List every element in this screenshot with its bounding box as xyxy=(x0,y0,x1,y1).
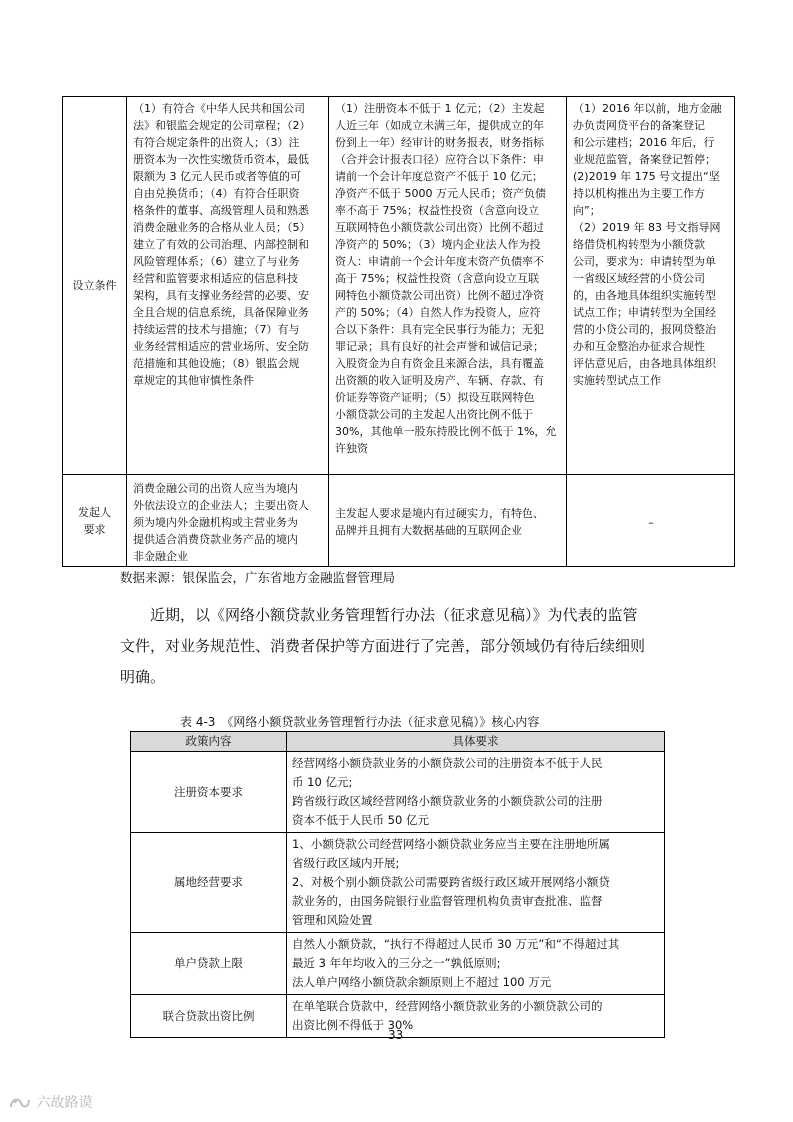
table-row xyxy=(63,97,735,475)
policy-item: 注册资本要求 xyxy=(131,752,287,833)
requirement-cell xyxy=(287,995,665,1038)
body-paragraph xyxy=(120,600,680,693)
text-line: 资人：申请前一个会计年度末资产负债率不 xyxy=(335,255,544,268)
text-line: 法》和银监会规定的公司章程；（2） xyxy=(133,119,311,132)
policy-item: 联合贷款出资比例 xyxy=(131,995,287,1038)
text-line: 业务经营相适应的营业场所、安全防 xyxy=(133,340,309,353)
text-line: 公司，要求为：申请转型为单 xyxy=(573,255,716,268)
text-line: 外依法设立的企业法人；主要出资人 xyxy=(133,498,309,512)
text-line: 的，由各地具体组织实施转型 xyxy=(573,289,716,302)
text-line: 消费金融公司的出资人应当为境内 xyxy=(133,481,298,495)
watermark-logo-icon xyxy=(8,1095,32,1111)
text-line: 办负责网贷平台的备案登记 xyxy=(573,119,705,132)
text-line: （合并会计报表口径）应符合以下条件：申 xyxy=(335,153,544,166)
requirement-cell xyxy=(287,833,665,933)
text-line: 30%，其他单一股东持股比例不低于 1%，允 xyxy=(335,425,557,438)
text-line: 价证券等资产证明；（5）拟设互联网特色 xyxy=(335,391,535,404)
text-line: （1）注册资本不低于 1 亿元；（2）主发起 xyxy=(335,102,545,115)
text-line: 限额为 3 亿元人民币或者等值的可 xyxy=(133,170,301,183)
table-caption: 表 4-3 《网络小额贷款业务管理暂行办法（征求意见稿）》核心内容 xyxy=(180,715,540,729)
internet-microloan-conditions xyxy=(329,97,567,475)
text-line: 范措施和其他设施；（8）银监会规 xyxy=(133,357,300,370)
text-line: 自然人小额贷款，“执行不得超过人民币 30 万元”和“不得超过其 xyxy=(292,937,620,951)
internet-microloan-sponsor xyxy=(329,475,567,567)
column-header: 具体要求 xyxy=(287,732,665,752)
text-line: 全且合规的信息系统，具备保障业务 xyxy=(133,306,309,319)
text-line: 消费金融业务的合格从业人员；（5） xyxy=(133,221,311,234)
text-line: 试点工作；申请转型为全国经 xyxy=(573,306,716,319)
page-number: 33 xyxy=(388,1028,404,1042)
text-line: 实施转型试点工作 xyxy=(573,374,661,387)
text-line: 人近三年（如成立未满三年，提供成立的年 xyxy=(335,119,544,132)
text-line: 净资产不低于 5000 万元人民币；资产负债 xyxy=(335,187,546,200)
consumer-finance-conditions xyxy=(127,97,329,475)
text-line: 入股资金为自有资金且来源合法，具有覆盖 xyxy=(335,357,544,370)
table-row xyxy=(131,933,665,995)
text-line: 小额贷款公司的主发起人出资比例不低于 xyxy=(335,408,533,421)
requirement-cell xyxy=(287,752,665,833)
text-line: 经营和监管要求相适应的信息科技 xyxy=(133,272,298,285)
text-line: 自由兑换货币；（4）有符合任职资 xyxy=(133,187,300,200)
text-line: 建立了有效的公司治理、内部控制和 xyxy=(133,238,309,251)
paragraph-line: 明确。 xyxy=(120,668,166,686)
text-line: 架构，具有支撑业务经营的必要、安 xyxy=(133,289,309,302)
policy-item: 属地经营要求 xyxy=(131,833,287,933)
table-row xyxy=(131,833,665,933)
text-line: 2、对极个别小额贷款公司需要跨省级行政区域开展网络小额贷 xyxy=(292,875,610,889)
table-row xyxy=(131,752,665,833)
text-line: 1、小额贷款公司经营网络小额贷款业务应当主要在注册地所属 xyxy=(292,837,610,851)
text-line: 互联网特色小额贷款公司出资）比例不超过 xyxy=(335,221,544,234)
watermark: 六故路谟 xyxy=(8,1092,92,1112)
text-line: 份到上一年）经审计的财务报表，财务指标 xyxy=(335,136,544,149)
requirement-cell xyxy=(287,933,665,995)
text-line: 章规定的其他审慎性条件 xyxy=(133,374,254,387)
text-line: （2）2019 年 83 号文指导网 xyxy=(573,221,721,234)
text-line: 册资本为一次性实缴货币资本，最低 xyxy=(133,153,309,166)
text-line: 高于 75%；权益性投资（含意向设立互联 xyxy=(335,272,539,285)
text-line: 款业务的，由国务院银行业监督管理机构负责审查批准、监督 xyxy=(292,894,603,908)
core-content-table xyxy=(130,731,665,1038)
consumer-finance-sponsor xyxy=(127,475,329,567)
text-line: 非金融企业 xyxy=(133,549,188,563)
paragraph-line: 近期，以《网络小额贷款业务管理暂行办法（征求意见稿）》为代表的监管 xyxy=(150,606,638,624)
p2p-transition-conditions xyxy=(567,97,735,475)
p2p-sponsor: – xyxy=(567,475,735,567)
text-line: 合以下条件：具有完全民事行为能力；无犯 xyxy=(335,323,544,336)
row-label: 设立条件 xyxy=(63,97,127,475)
qualification-comparison-table xyxy=(62,96,735,567)
text-line: 办和互金整治办征求合规性 xyxy=(573,340,705,353)
text-line: 有符合规定条件的出资人；（3）注 xyxy=(133,136,300,149)
text-line: 一省级区域经营的小贷公司 xyxy=(573,272,705,285)
text-line: 络借贷机构转型为小额贷款 xyxy=(573,238,705,251)
text-line: 业规范监管，备案登记暂停； xyxy=(573,153,716,166)
text-line: 管理和风险处置 xyxy=(292,913,373,927)
text-line: 持续运营的技术与措施；（7）有与 xyxy=(133,323,300,336)
row-label: 发起人 要求 xyxy=(63,475,127,567)
text-line: 向”； xyxy=(573,204,601,217)
text-line: 出资额的收入证明及房产、车辆、存款、有 xyxy=(335,374,544,387)
text-line: 网特色小额贷款公司出资）比例不超过净资 xyxy=(335,289,544,302)
text-line: 格条件的董事、高级管理人员和熟悉 xyxy=(133,204,309,217)
text-line: 跨省级行政区域经营网络小额贷款业务的小额贷款公司的注册 xyxy=(292,794,603,808)
text-line: 风险管理体系；（6）建立了与业务 xyxy=(133,255,300,268)
text-line: （1）2016 年以前，地方金融 xyxy=(573,102,722,115)
text-line: 营的小贷公司的，报网贷整治 xyxy=(573,323,716,336)
text-line: 和公示建档；2016 年后，行 xyxy=(573,136,715,149)
text-line: 币 10 亿元; xyxy=(292,775,353,789)
text-line: 省级行政区域内开展; xyxy=(292,856,400,870)
text-line: 率不高于 75%；权益性投资（含意向设立 xyxy=(335,204,539,217)
text-line: 提供适合消费贷款业务产品的境内 xyxy=(133,532,298,546)
text-line: 经营网络小额贷款业务的小额贷款公司的注册资本不低于人民 xyxy=(292,756,603,770)
text-line: 出资比例不得低于 30% xyxy=(292,1018,414,1032)
text-line: 请前一个会计年度总资产不低于 10 亿元； xyxy=(335,170,543,183)
text-line: 持以机构推出为主要工作方 xyxy=(573,187,705,200)
paragraph-line: 文件，对业务规范性、消费者保护等方面进行了完善，部分领域仍有待后续细则 xyxy=(120,637,646,655)
text-line: 罪记录；具有良好的社会声誉和诚信记录； xyxy=(335,340,544,353)
text-line: 净资产的 50%；（3）境内企业法人作为投 xyxy=(335,238,541,251)
table-row xyxy=(63,475,735,567)
text-line: (2)2019 年 175 号文提出“坚 xyxy=(573,170,720,183)
text-line: 须为境内外金融机构或主营业务为 xyxy=(133,515,298,529)
text-line: 资本不低于人民币 50 亿元 xyxy=(292,813,429,827)
text-line: 最近 3 年年均收入的三分之一”孰低原则; xyxy=(292,956,501,970)
text-line: 产的 50%；（4）自然人作为投资人，应符 xyxy=(335,306,541,319)
text-line: （1）有符合《中华人民共和国公司 xyxy=(133,102,305,115)
text-line: 品牌并且拥有大数据基础的互联网企业 xyxy=(335,524,522,537)
text-line: 法人单户网络小额贷款余额原则上不超过 100 万元 xyxy=(292,975,552,989)
policy-item: 单户贷款上限 xyxy=(131,933,287,995)
text-line: 许独资 xyxy=(335,442,368,455)
column-header: 政策内容 xyxy=(131,732,287,752)
source-note: 数据来源：银保监会，广东省地方金融监督管理局 xyxy=(120,570,396,585)
text-line: 主发起人要求是境内有过硬实力，有特色、 xyxy=(335,507,544,520)
text-line: 在单笔联合贷款中，经营网络小额贷款业务的小额贷款公司的 xyxy=(292,999,603,1013)
text-line: 评估意见后，由各地具体组织 xyxy=(573,357,716,370)
table-header-row xyxy=(131,732,665,752)
